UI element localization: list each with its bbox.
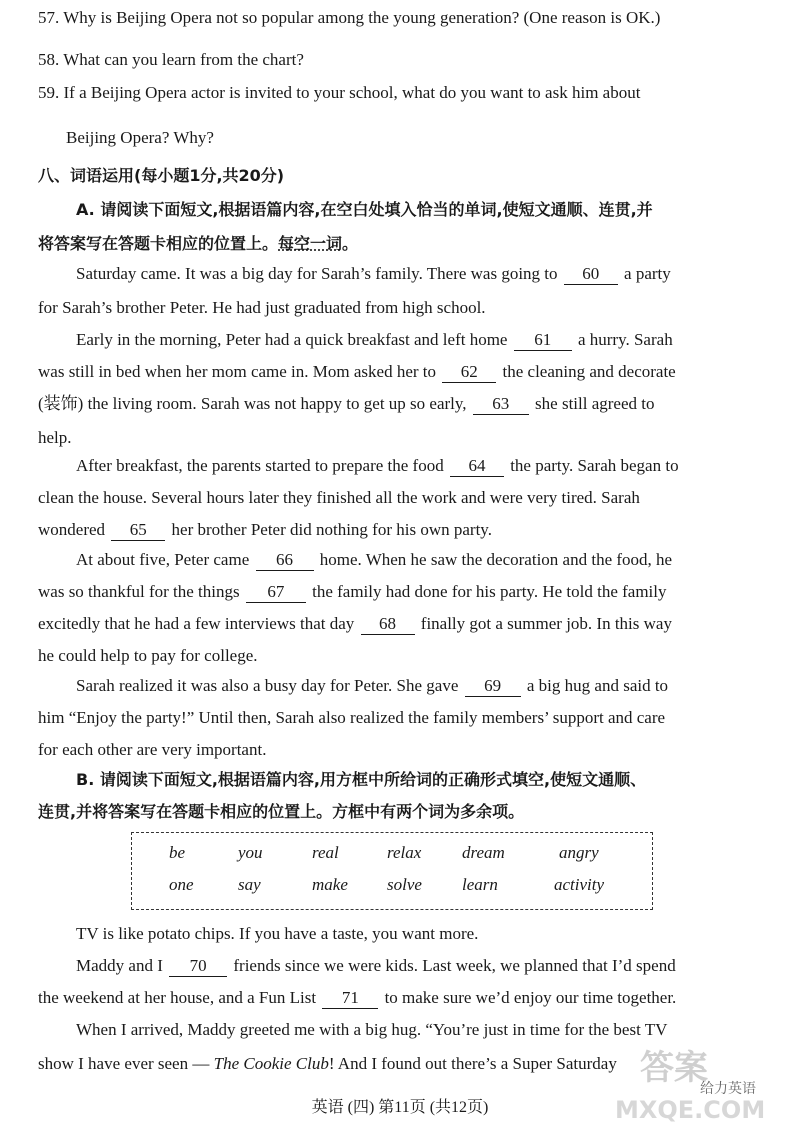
watermark-site: MXQE.COM — [615, 1096, 766, 1124]
text: ! And I found out there’s a Super Saturday — [328, 1054, 617, 1073]
blank-71[interactable]: 71 — [322, 988, 378, 1009]
passage-b-line — [38, 984, 750, 1012]
passage-a-line: help. — [38, 428, 72, 447]
show-title: The Cookie Club — [213, 1054, 329, 1073]
text: the party. Sarah began to — [510, 456, 679, 475]
blank-63[interactable]: 63 — [473, 394, 529, 415]
text: Saturday came. It was a big day for Sarah’s family. There was going to — [76, 264, 558, 283]
text: a hurry. Sarah — [577, 330, 673, 349]
word-option: you — [238, 843, 263, 862]
passage-a-line: for each other are very important. — [38, 740, 267, 759]
text: Early in the morning, Peter had a quick breakfast and left home — [76, 330, 508, 349]
page-footer: 英语 (四) 第11页 (共12页) — [311, 1099, 489, 1116]
word-option: relax — [387, 843, 422, 862]
text: finally got a summer job. In this way — [420, 614, 672, 633]
text: the cleaning and decorate — [502, 362, 676, 381]
text: was so thankful for the things — [38, 582, 240, 601]
text: show I have ever seen — — [38, 1054, 210, 1073]
question-58: 58. What can you learn from the chart? — [38, 50, 304, 69]
text: a big hug and said to — [526, 676, 669, 695]
part-a-instruction-cont — [38, 230, 750, 258]
text: was still in bed when her mom came in. Mom asked her to — [38, 362, 436, 381]
question-57: 57. Why is Beijing Opera not so popular among the young generation? (One reason is OK.) — [38, 8, 661, 27]
text: she still agreed to — [535, 394, 655, 413]
watermark-logo: 答案 — [640, 1048, 708, 1088]
text: (装饰) the living room. Sarah was not happy to get up so early, — [38, 394, 467, 413]
part-b-instruction-cont: 连贯,并将答案写在答题卡相应的位置上。方框中有两个词为多余项。 — [38, 802, 525, 821]
section-heading: 八、词语运用(每小题1分,共20分) — [38, 166, 285, 185]
passage-a-line — [76, 452, 750, 480]
blank-64[interactable]: 64 — [450, 456, 504, 477]
blank-65[interactable]: 65 — [111, 520, 165, 541]
question-59: 59. If a Beijing Opera actor is invited to your school, what do you want to ask him about — [38, 83, 641, 102]
word-option: one — [169, 875, 194, 894]
word-option: learn — [462, 875, 498, 894]
word-option: real — [312, 843, 339, 862]
text: a party — [624, 264, 671, 283]
blank-61[interactable]: 61 — [514, 330, 572, 351]
blank-69[interactable]: 69 — [465, 676, 521, 697]
passage-a-line — [38, 578, 750, 606]
blank-70[interactable]: 70 — [169, 956, 227, 977]
text: Sarah realized it was also a busy day for Peter. She gave — [76, 676, 459, 695]
part-a-instruction: A. 请阅读下面短文,根据语篇内容,在空白处填入恰当的单词,使短文通顺、连贯,并 — [76, 200, 653, 219]
passage-a-line — [76, 546, 750, 574]
watermark-brand: 给力英语 — [700, 1081, 756, 1097]
passage-a-line: for Sarah’s brother Peter. He had just graduated from high school. — [38, 298, 486, 317]
text: wondered — [38, 520, 106, 539]
passage-a-line — [76, 260, 750, 288]
blank-60[interactable]: 60 — [564, 264, 618, 285]
passage-a-line — [76, 672, 750, 700]
text: excitedly that he had a few interviews that day — [38, 614, 355, 633]
text: her brother Peter did nothing for his own party. — [171, 520, 492, 539]
instr-end: 。 — [342, 234, 359, 253]
passage-a-line: him “Enjoy the party!” Until then, Sarah also realized the family members’ support and care — [38, 708, 666, 727]
passage-a-line — [38, 390, 750, 418]
question-59-cont: Beijing Opera? Why? — [66, 128, 214, 147]
word-box-row-2 — [132, 875, 652, 903]
passage-a-line: clean the house. Several hours later they finished all the work and were very tired. Sarah — [38, 488, 640, 507]
instr-emphasis: 每空一词 — [278, 234, 343, 253]
passage-b-line: TV is like potato chips. If you have a taste, you want more. — [76, 924, 479, 943]
text: friends since we were kids. Last week, we planned that I’d spend — [233, 956, 676, 975]
text: After breakfast, the parents started to prepare the food — [76, 456, 444, 475]
passage-a-line: he could help to pay for college. — [38, 646, 258, 665]
word-option: activity — [554, 875, 605, 894]
text: the family had done for his party. He told the family — [312, 582, 667, 601]
passage-a-line — [38, 358, 750, 386]
blank-66[interactable]: 66 — [256, 550, 314, 571]
text: to make sure we’d enjoy our time together. — [384, 988, 677, 1007]
blank-68[interactable]: 68 — [361, 614, 415, 635]
part-b-instruction: B. 请阅读下面短文,根据语篇内容,用方框中所给词的正确形式填空,使短文通顺、 — [76, 770, 647, 789]
blank-67[interactable]: 67 — [246, 582, 306, 603]
text: At about five, Peter came — [76, 550, 250, 569]
word-option: say — [238, 875, 261, 894]
word-option: solve — [387, 875, 422, 894]
text: Maddy and I — [76, 956, 163, 975]
passage-a-line — [38, 516, 750, 544]
word-option: be — [169, 843, 186, 862]
passage-a-line — [38, 610, 750, 638]
blank-62[interactable]: 62 — [442, 362, 496, 383]
word-box-row-1 — [132, 843, 652, 871]
instr-text: 将答案写在答题卡相应的位置上。 — [38, 234, 279, 253]
word-option: angry — [559, 843, 599, 862]
passage-b-line — [76, 952, 750, 980]
passage-a-line — [76, 326, 750, 354]
text: the weekend at her house, and a Fun List — [38, 988, 317, 1007]
passage-b-line: When I arrived, Maddy greeted me with a big hug. “You’re just in time for the best TV — [76, 1020, 668, 1039]
word-option: dream — [462, 843, 505, 862]
word-option: make — [312, 875, 348, 894]
word-box — [131, 832, 653, 910]
text: home. When he saw the decoration and the food, he — [319, 550, 673, 569]
